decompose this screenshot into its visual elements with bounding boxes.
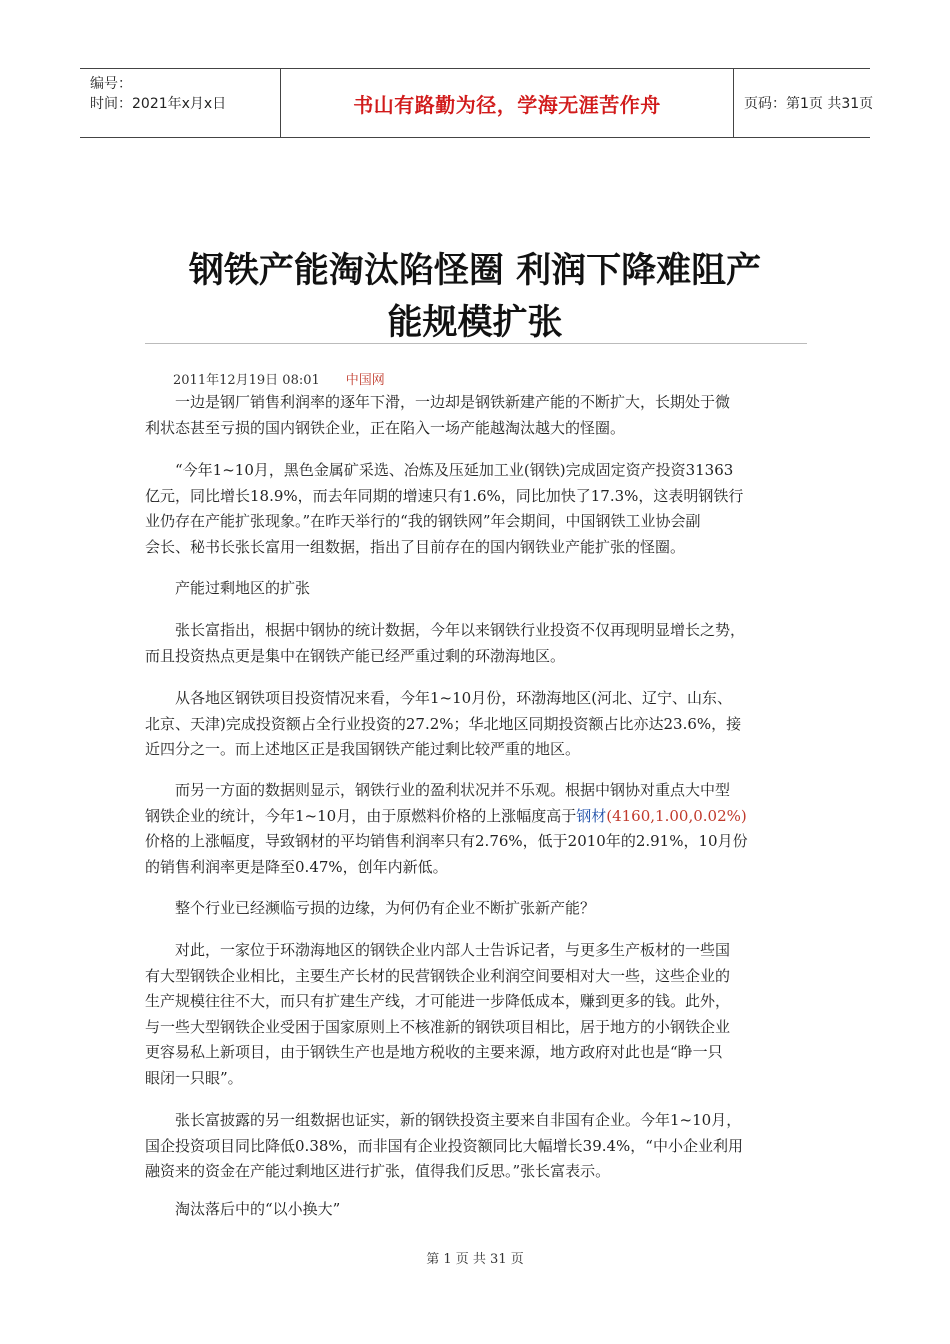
motto: 书山有路勤为径，学海无涯苦作舟 [353, 92, 661, 117]
quote-change: 1.00 [655, 806, 689, 825]
text-line: 产能过剩地区的扩张 [175, 579, 311, 597]
text-line: 而另一方面的数据则显示，钢铁行业的盈利状况并不乐观。根据中钢协对重点大中型 [175, 781, 731, 799]
text-line: 融资来的资金在产能过剩地区进行扩张，值得我们反思。”张长富表示。 [145, 1162, 611, 1180]
header-info-cell [80, 69, 278, 137]
quote-sep: , [650, 806, 656, 825]
header-page-cell [734, 69, 880, 137]
steel-link[interactable]: 钢材 [576, 806, 607, 825]
quote-paren: ( [606, 806, 613, 825]
title-divider [145, 343, 807, 344]
text-line: 淘汰落后中的“以小换大” [175, 1200, 341, 1218]
text-line: “今年1~10月，黑色金属矿采选、冶炼及压延加工业(钢铁)完成固定资产投资31363 [175, 461, 734, 479]
header-motto-cell [280, 69, 734, 137]
paragraph [145, 1108, 810, 1185]
paragraph [145, 458, 810, 560]
quote-paren: ) [740, 806, 747, 825]
text-line: 眼闭一只眼”。 [145, 1068, 243, 1087]
text-line: 国企投资项目同比降低0.38%，而非国有企业投资额同比大幅增长39.4%，“中小企业利用 [145, 1136, 743, 1155]
paragraph [145, 938, 810, 1091]
price-quote[interactable] [606, 807, 747, 825]
text-line: 对此，一家位于环渤海地区的钢铁企业内部人士告诉记者，与更多生产板材的一些国 [175, 941, 731, 959]
paragraph [145, 576, 810, 602]
text-line: 张长富指出，根据中钢协的统计数据，今年以来钢铁行业投资不仅再现明显增长之势， [175, 621, 746, 639]
text-line: 价格的上涨幅度，导致钢材的平均销售利润率只有2.76%，低于2010年的2.91%，10月份 [145, 832, 748, 850]
text-line [145, 804, 810, 830]
page-label: 页码：第1页 共31页 [744, 96, 874, 112]
article-date: 2011年12月19日 08:01 [173, 373, 320, 388]
quote-percent: 0.02% [693, 806, 741, 825]
text-line: 业仍存在产能扩张现象。”在昨天举行的“我的钢铁网”年会期间，中国钢铁工业协会副 [145, 512, 701, 530]
text-line: 与一些大型钢铁企业受困于国家原则上不核准新的钢铁项目相比，居于地方的小钢铁企业 [145, 1017, 731, 1036]
quote-price: 4160 [612, 806, 651, 825]
text-line: 有大型钢铁企业相比，主要生产长材的民营钢铁企业利润空间要相对大一些，这些企业的 [145, 966, 731, 985]
article-title-line2: 能规模扩张 [387, 303, 563, 343]
text-line: 会长、秘书长张长富用一组数据，指出了目前存在的国内钢铁业产能扩张的怪圈。 [145, 537, 686, 556]
paragraph [145, 1197, 810, 1223]
text-line: 而且投资热点更是集中在钢铁产能已经严重过剩的环渤海地区。 [145, 646, 566, 665]
text-line: 的销售利润率更是降至0.47%，创年内新低。 [145, 857, 448, 876]
page-footer: 第 1 页 共 31 页 [426, 1252, 524, 1267]
text-line: 利状态甚至亏损的国内钢铁企业，正在陷入一场产能越淘汰越大的怪圈。 [145, 418, 626, 437]
text-line: 近四分之一。而上述地区正是我国钢铁产能过剩比较严重的地区。 [145, 740, 581, 758]
text-line: 更容易私上新项目，由于钢铁生产也是地方税收的主要来源，地方政府对此也是“睁一只 [145, 1043, 723, 1061]
article-title-line1: 钢铁产能淘汰陷怪圈 利润下降难阻产 [188, 251, 762, 291]
text-line: 亿元，同比增长18.9%，而去年同期的增速只有1.6%，同比加快了17.3%，这表明钢铁行 [145, 486, 744, 505]
paragraph [145, 896, 810, 922]
paragraph-profit [145, 778, 810, 880]
article-meta [173, 369, 385, 388]
text-line: 张长富披露的另一组数据也证实，新的钢铁投资主要来自非国有企业。今年1~10月， [175, 1111, 742, 1129]
paragraph [145, 686, 810, 763]
article-source-link[interactable]: 中国网 [345, 373, 385, 388]
paragraph [145, 390, 810, 441]
text-line: 从各地区钢铁项目投资情况来看，今年1~10月份，环渤海地区(河北、辽宁、山东、 [175, 689, 733, 707]
text-fragment: 钢铁企业的统计，今年1~10月，由于原燃料价格的上涨幅度高于 [145, 806, 577, 825]
number-label: 编号： [90, 76, 132, 92]
text-line: 生产规模往往不大，而只有扩建生产线，才可能进一步降低成本，赚到更多的钱。此外， [145, 992, 731, 1010]
text-line: 一边是钢厂销售利润率的逐年下滑，一边却是钢铁新建产能的不断扩大，长期处于微 [175, 393, 731, 411]
text-line: 整个行业已经濒临亏损的边缘，为何仍有企业不断扩张新产能？ [175, 899, 596, 917]
quote-sep: , [688, 806, 694, 825]
paragraph [145, 618, 810, 669]
page-header [80, 68, 874, 138]
text-line: 北京、天津)完成投资额占全行业投资的27.2%；华北地区同期投资额占比亦达23.6%，接 [145, 714, 742, 733]
time-label: 时间：2021年x月x日 [90, 96, 227, 112]
